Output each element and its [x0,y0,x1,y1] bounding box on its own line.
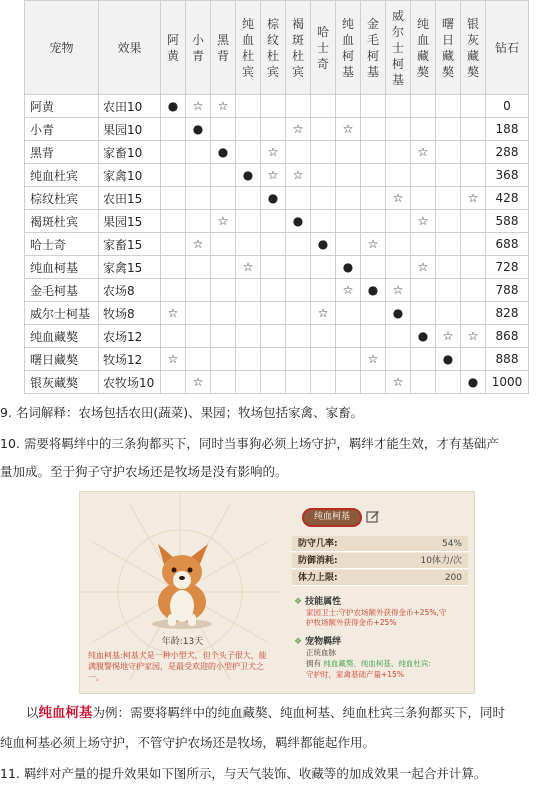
cell-empty [186,187,211,210]
cell-empty [261,325,286,348]
cell-diamond-cost: 368 [486,164,529,187]
cell-empty [386,164,411,187]
cell-empty [436,302,461,325]
cell-empty [436,256,461,279]
cell-empty [236,95,261,118]
cell-empty [161,233,186,256]
cell-empty [436,187,461,210]
cell-empty [186,164,211,187]
cell-empty [211,164,236,187]
highlight-dog-name: 纯血柯基 [38,705,93,721]
header-dog: 棕纹杜宾 [261,1,286,95]
cell-bond-star: ☆ [386,279,411,302]
cell-bond-star: ☆ [461,187,486,210]
cell-empty [286,279,311,302]
cell-effect: 家禽10 [99,164,161,187]
cell-empty [336,325,361,348]
cell-empty [461,164,486,187]
cell-diamond-cost: 728 [486,256,529,279]
cell-empty [186,141,211,164]
cell-empty [336,95,361,118]
header-dog: 哈士奇 [311,1,336,95]
cell-empty [161,210,186,233]
cell-empty [411,233,436,256]
cell-empty [236,118,261,141]
header-dog: 小青 [186,1,211,95]
cell-empty [211,302,236,325]
cell-empty [411,187,436,210]
cell-empty [336,233,361,256]
cell-empty [236,187,261,210]
cell-self-mark: ● [286,210,311,233]
cell-empty [286,325,311,348]
cell-empty [311,141,336,164]
cell-bond-star: ☆ [261,164,286,187]
bond-effect: 守护时，家禽基础产量+15% [306,670,404,679]
cell-empty [386,348,411,371]
cell-bond-star: ☆ [386,371,411,394]
table-row [25,348,529,371]
cell-empty [461,233,486,256]
note-9: 9. 名词解释：农场包括农田(蔬菜)、果园；牧场包括家禽、家畜。 [0,405,364,420]
cell-pet-name: 威尔士柯基 [25,302,99,325]
cell-diamond-cost: 428 [486,187,529,210]
cell-effect: 牧场8 [99,302,161,325]
cell-empty [311,256,336,279]
pet-bond-table [24,0,529,394]
note-10-line-2: 量加成。至于狗子守护农场还是牧场是没有影响的。 [0,464,288,479]
cell-empty [436,95,461,118]
table-header-row [25,1,529,95]
cell-self-mark: ● [311,233,336,256]
cell-bond-star: ☆ [411,141,436,164]
cell-empty [186,279,211,302]
cell-bond-star: ☆ [211,95,236,118]
header-dog: 曙日藏獒 [436,1,461,95]
cell-empty [336,210,361,233]
cell-empty [311,187,336,210]
cell-empty [186,302,211,325]
cell-empty [386,118,411,141]
cell-empty [211,371,236,394]
cell-empty [361,95,386,118]
cell-empty [236,348,261,371]
example-line-1: 以纯血柯基为例：需要将羁绊中的纯血藏獒、纯血柯基、纯血杜宾三条狗都买下，同时 [26,705,506,721]
pet-info-card [79,491,475,694]
cell-bond-star: ☆ [361,233,386,256]
table-body [25,95,529,394]
cell-empty [261,95,286,118]
cell-bond-star: ☆ [236,256,261,279]
cell-bond-star: ☆ [386,187,411,210]
cell-self-mark: ● [411,325,436,348]
cell-empty [261,279,286,302]
bond-dogs-line: 拥有 纯血藏獒、纯血柯基、纯血杜宾: [306,659,431,668]
cell-empty [186,256,211,279]
cell-effect: 家禽15 [99,256,161,279]
cell-empty [236,233,261,256]
cell-empty [411,371,436,394]
header-dog: 纯血杜宾 [236,1,261,95]
cell-effect: 果园15 [99,210,161,233]
cell-empty [461,256,486,279]
cell-empty [461,118,486,141]
cell-bond-star: ☆ [411,256,436,279]
cell-empty [211,187,236,210]
cell-empty [211,279,236,302]
cell-empty [236,141,261,164]
cell-empty [286,302,311,325]
cell-bond-star: ☆ [311,302,336,325]
cell-empty [411,302,436,325]
table-row [25,164,529,187]
cell-bond-star: ☆ [161,302,186,325]
cell-empty [411,95,436,118]
skill-line-2: 护牧场额外获得金币+25% [306,618,397,627]
cell-empty [286,348,311,371]
cell-empty [386,233,411,256]
stat-row-defense-cost: 防御消耗: 10体力/次 [292,553,468,569]
cell-pet-name: 银灰藏獒 [25,371,99,394]
header-dog: 纯血柯基 [336,1,361,95]
cell-diamond-cost: 788 [486,279,529,302]
cell-empty [461,348,486,371]
cell-self-mark: ● [386,302,411,325]
cell-empty [336,302,361,325]
cell-empty [261,233,286,256]
cell-empty [236,279,261,302]
cell-bond-star: ☆ [286,118,311,141]
cell-bond-star: ☆ [161,348,186,371]
table-row [25,210,529,233]
cell-bond-star: ☆ [286,164,311,187]
cell-diamond-cost: 828 [486,302,529,325]
cell-pet-name: 阿黄 [25,95,99,118]
cell-bond-star: ☆ [461,325,486,348]
cell-empty [411,348,436,371]
cell-effect: 家畜15 [99,233,161,256]
cell-empty [236,210,261,233]
cell-bond-star: ☆ [436,325,461,348]
cell-pet-name: 纯血杜宾 [25,164,99,187]
cell-diamond-cost: 188 [486,118,529,141]
cell-pet-name: 棕纹杜宾 [25,187,99,210]
cell-empty [161,187,186,210]
dog-name-badge: 纯血柯基 [302,508,362,527]
cell-empty [411,279,436,302]
cell-empty [286,141,311,164]
edit-icon[interactable] [366,509,380,523]
cell-bond-star: ☆ [261,141,286,164]
cell-self-mark: ● [161,95,186,118]
cell-empty [336,348,361,371]
header-dog: 黑背 [211,1,236,95]
cell-empty [361,210,386,233]
note-11: 11. 羁绊对产量的提升效果如下图所示，与天气装饰、收藏等的加成效果一起合并计算。 [0,766,487,781]
cell-effect: 果园10 [99,118,161,141]
cell-bond-star: ☆ [336,279,361,302]
cell-self-mark: ● [211,141,236,164]
cell-diamond-cost: 0 [486,95,529,118]
cell-empty [161,325,186,348]
cell-empty [211,325,236,348]
cell-empty [361,164,386,187]
header-diamond: 钻石 [486,1,529,95]
header-dog: 威尔士柯基 [386,1,411,95]
cell-bond-star: ☆ [186,95,211,118]
cell-empty [361,118,386,141]
table-row [25,95,529,118]
cell-empty [261,256,286,279]
cell-pet-name: 曙日藏獒 [25,348,99,371]
leaf-icon: ❖ [294,597,303,607]
stat-row-stamina-max: 体力上限: 200 [292,570,468,586]
cell-empty [436,118,461,141]
cell-bond-star: ☆ [186,371,211,394]
cell-pet-name: 纯血柯基 [25,256,99,279]
cell-empty [261,348,286,371]
cell-empty [386,141,411,164]
corgi-dog-image [130,542,235,632]
header-dog: 纯血藏獒 [411,1,436,95]
cell-pet-name: 黑背 [25,141,99,164]
table-row [25,187,529,210]
header-dog: 银灰藏獒 [461,1,486,95]
cell-empty [286,95,311,118]
cell-empty [336,141,361,164]
cell-effect: 农场12 [99,325,161,348]
cell-empty [436,164,461,187]
cell-empty [286,187,311,210]
cell-empty [311,348,336,371]
header-dog: 金毛柯基 [361,1,386,95]
skill-section-title: ❖ 技能属性 [294,597,342,607]
cell-effect: 牧场12 [99,348,161,371]
cell-empty [336,187,361,210]
cell-empty [211,118,236,141]
cell-empty [186,348,211,371]
cell-self-mark: ● [261,187,286,210]
cell-empty [311,279,336,302]
cell-empty [161,164,186,187]
note-10-line-1: 10. 需要将羁绊中的三条狗都买下，同时当事狗必须上场守护，羁绊才能生效，才有基础产 [0,436,499,451]
cell-bond-star: ☆ [336,118,361,141]
cell-empty [461,210,486,233]
cell-self-mark: ● [461,371,486,394]
cell-empty [311,325,336,348]
cell-empty [436,210,461,233]
table-row [25,302,529,325]
cell-empty [186,210,211,233]
cell-empty [286,233,311,256]
bond-name: 正统血脉 [306,648,336,657]
cell-empty [436,141,461,164]
cell-empty [386,256,411,279]
cell-empty [161,371,186,394]
cell-pet-name: 纯血藏獒 [25,325,99,348]
cell-empty [161,279,186,302]
cell-effect: 家畜10 [99,141,161,164]
cell-empty [336,371,361,394]
cell-empty [311,95,336,118]
cell-empty [361,256,386,279]
header-dog: 阿黄 [161,1,186,95]
cell-empty [286,256,311,279]
cell-empty [211,256,236,279]
cell-pet-name: 哈士奇 [25,233,99,256]
cell-empty [386,325,411,348]
cell-empty [386,95,411,118]
cell-empty [461,302,486,325]
cell-pet-name: 小青 [25,118,99,141]
cell-empty [436,371,461,394]
cell-effect: 农田10 [99,95,161,118]
cell-diamond-cost: 288 [486,141,529,164]
example-line-2: 纯血柯基必须上场守护，不管守护农场还是牧场，羁绊都能起作用。 [0,735,376,750]
pet-bond-table-wrapper [24,0,528,394]
cell-empty [436,279,461,302]
cell-pet-name: 金毛柯基 [25,279,99,302]
stat-row-defense-rate: 防守几率: 54% [292,536,468,552]
cell-empty [436,233,461,256]
cell-empty [311,118,336,141]
cell-self-mark: ● [361,279,386,302]
cell-empty [161,256,186,279]
table-row [25,325,529,348]
table-row [25,233,529,256]
cell-empty [261,118,286,141]
cell-empty [261,302,286,325]
cell-empty [461,279,486,302]
cell-empty [361,141,386,164]
table-row [25,371,529,394]
table-row [25,256,529,279]
table-row [25,279,529,302]
cell-empty [361,371,386,394]
dog-age: 年龄:13天 [161,637,204,647]
cell-empty [186,325,211,348]
cell-self-mark: ● [336,256,361,279]
cell-effect: 农场8 [99,279,161,302]
cell-bond-star: ☆ [186,233,211,256]
table-row [25,118,529,141]
dog-stats-panel [292,502,468,690]
cell-self-mark: ● [186,118,211,141]
cell-empty [286,371,311,394]
cell-empty [311,371,336,394]
cell-empty [211,348,236,371]
cell-empty [236,325,261,348]
leaf-icon: ❖ [294,637,303,647]
cell-empty [236,371,261,394]
cell-empty [311,210,336,233]
cell-self-mark: ● [236,164,261,187]
cell-empty [161,141,186,164]
cell-empty [411,164,436,187]
cell-empty [361,325,386,348]
cell-empty [261,210,286,233]
cell-empty [461,95,486,118]
header-effect: 效果 [99,1,161,95]
cell-empty [336,164,361,187]
dog-description: 纯血柯基:柯基犬是一种小型犬，但个头子很大，能满腹警惕地守护家园，是最受欢迎的小型护卫犬之一。 [88,651,267,682]
cell-diamond-cost: 868 [486,325,529,348]
cell-effect: 农田15 [99,187,161,210]
skill-line-1: 家园卫士:守护农场额外获得金币+25%,守 [306,608,447,617]
cell-bond-star: ☆ [411,210,436,233]
cell-empty [361,187,386,210]
cell-empty [311,164,336,187]
cell-empty [461,141,486,164]
cell-empty [361,302,386,325]
cell-bond-star: ☆ [211,210,236,233]
cell-effect: 农牧场10 [99,371,161,394]
table-row [25,141,529,164]
cell-empty [411,118,436,141]
cell-self-mark: ● [436,348,461,371]
header-pet: 宠物 [25,1,99,95]
header-dog: 褐斑杜宾 [286,1,311,95]
cell-pet-name: 褐斑杜宾 [25,210,99,233]
cell-empty [261,371,286,394]
cell-diamond-cost: 1000 [486,371,529,394]
cell-diamond-cost: 588 [486,210,529,233]
cell-diamond-cost: 888 [486,348,529,371]
cell-empty [236,302,261,325]
cell-empty [211,233,236,256]
cell-diamond-cost: 688 [486,233,529,256]
cell-empty [161,118,186,141]
cell-bond-star: ☆ [361,348,386,371]
bond-section-title: ❖ 宠物羁绊 [294,637,342,647]
cell-empty [386,210,411,233]
